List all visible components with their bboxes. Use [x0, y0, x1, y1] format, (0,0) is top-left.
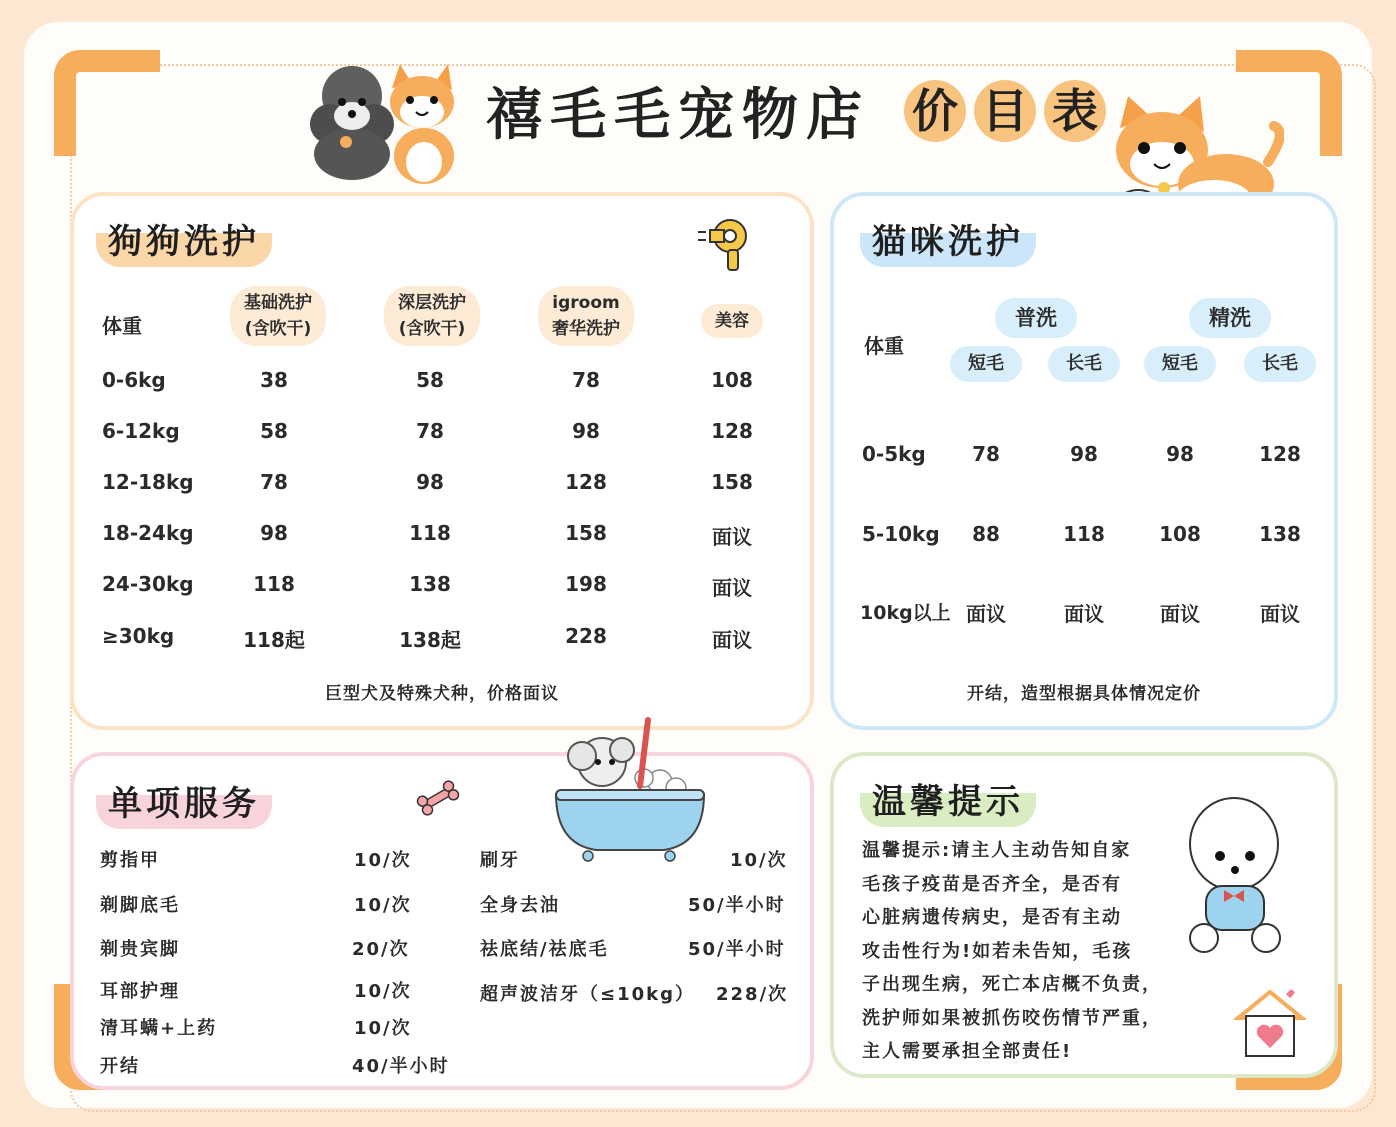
price-cell: 面议	[966, 602, 1006, 626]
price-cell: 138起	[399, 628, 461, 652]
price-cell: 118	[409, 521, 451, 545]
price-cell: 面议	[1160, 602, 1200, 626]
price-cell: 118起	[243, 628, 305, 652]
price-cell: 58	[260, 419, 288, 443]
price-cell: 198	[565, 572, 607, 596]
price-cell: 128	[1259, 442, 1301, 466]
service-price: 50/半小时	[688, 939, 786, 960]
price-cell: 98	[1070, 442, 1098, 466]
cat-note: 开结，造型根据具体情况定价	[967, 684, 1201, 704]
title-tag-char: 价	[904, 80, 966, 142]
price-cell: 118	[253, 572, 295, 596]
service-price: 20/次	[352, 939, 410, 960]
service-name: 剃贵宾脚	[100, 939, 180, 960]
title-tag-char: 表	[1044, 80, 1106, 142]
price-cell: 98	[1166, 442, 1194, 466]
header-line: igroom	[552, 293, 620, 313]
weight-cell: ≥30kg	[102, 624, 175, 648]
service-price: 40/半小时	[352, 1056, 450, 1077]
tip-line: 温馨提示:请主人主动告知自家	[862, 840, 1132, 861]
deep-wash-header	[384, 286, 480, 346]
dog-section-title: 狗狗洗护	[96, 210, 272, 267]
weight-header: 体重	[864, 334, 904, 358]
price-cell: 面议	[712, 576, 752, 600]
service-price: 10/次	[354, 1018, 412, 1039]
service-price: 10/次	[354, 895, 412, 916]
premium-wash-header: 精洗	[1189, 298, 1271, 338]
tips-section-title: 温馨提示	[860, 770, 1036, 827]
hair-dryer-icon	[696, 216, 752, 272]
poodle-icon	[310, 66, 394, 180]
weight-cell: 24-30kg	[102, 572, 194, 596]
bathtub-dog-icon	[552, 716, 708, 866]
regular-wash-header: 普洗	[995, 298, 1077, 338]
dog-note: 巨型犬及特殊犬种，价格面议	[325, 684, 559, 704]
service-price: 50/半小时	[688, 895, 786, 916]
price-cell: 面议	[712, 628, 752, 652]
tip-line: 洗护师如果被抓伤咬伤情节严重，	[862, 1007, 1162, 1029]
header-line: 基础洗护	[244, 293, 312, 313]
house-heart-icon	[1234, 984, 1306, 1064]
price-cell: 98	[572, 419, 600, 443]
price-cell: 78	[260, 470, 288, 494]
short-hair-header: 短毛	[1144, 346, 1216, 382]
service-price: 10/次	[354, 850, 412, 871]
price-cell: 108	[711, 368, 753, 392]
header-line: 深层洗护	[398, 293, 466, 313]
dog-and-cat-illustration	[296, 58, 472, 186]
tip-line: 主人需要承担全部责任!	[862, 1041, 1073, 1062]
price-cell: 228	[565, 624, 607, 648]
price-cell: 138	[409, 572, 451, 596]
service-name: 全身去油	[480, 895, 560, 916]
weight-cell: 18-24kg	[102, 521, 194, 545]
price-cell: 98	[416, 470, 444, 494]
price-cell: 128	[711, 419, 753, 443]
long-hair-header: 长毛	[1244, 346, 1316, 382]
long-hair-header: 长毛	[1048, 346, 1120, 382]
price-cell: 面议	[1260, 602, 1300, 626]
price-list-tag	[904, 80, 1106, 142]
weight-cell: 12-18kg	[102, 470, 194, 494]
corner-decoration	[54, 50, 160, 156]
service-name: 超声波洁牙（≤10kg）	[480, 984, 695, 1005]
service-name: 清耳螨+上药	[100, 1018, 218, 1039]
weight-cell: 10kg以上	[860, 602, 951, 624]
service-name: 剪指甲	[100, 850, 160, 871]
header	[486, 76, 1106, 146]
service-name: 耳部护理	[100, 981, 180, 1002]
header-line: (含吹干)	[398, 319, 466, 339]
white-poodle-icon	[1174, 786, 1294, 966]
title-tag-char: 目	[974, 80, 1036, 142]
igroom-header	[538, 286, 634, 346]
short-hair-header: 短毛	[950, 346, 1022, 382]
header-line: 奢华洗护	[552, 319, 620, 339]
price-cell: 98	[260, 521, 288, 545]
price-cell: 118	[1063, 522, 1105, 546]
shop-title: 禧毛毛宠物店	[486, 83, 870, 148]
dog-grooming-card	[70, 192, 814, 730]
price-cell: 面议	[712, 525, 752, 549]
weight-cell: 5-10kg	[862, 522, 940, 546]
tip-line: 心脏病遗传病史，是否有主动	[862, 907, 1122, 928]
service-price: 228/次	[716, 984, 789, 1005]
tips-card	[830, 752, 1338, 1078]
tip-line: 子出现生病，死亡本店概不负责，	[862, 974, 1162, 995]
service-name: 开结	[100, 1056, 140, 1077]
tips-body	[862, 834, 1162, 1069]
price-cell: 面议	[1064, 602, 1104, 626]
weight-cell: 0-5kg	[862, 442, 926, 466]
service-name: 剃脚底毛	[100, 895, 180, 916]
price-cell: 78	[972, 442, 1000, 466]
price-cell: 58	[416, 368, 444, 392]
service-name: 祛底结/祛底毛	[480, 939, 609, 960]
weight-header: 体重	[102, 314, 142, 338]
basic-wash-header	[230, 286, 326, 346]
price-cell: 38	[260, 368, 288, 392]
bone-icon	[414, 780, 462, 816]
price-cell: 108	[1159, 522, 1201, 546]
service-price: 10/次	[730, 850, 788, 871]
price-cell: 128	[565, 470, 607, 494]
weight-cell: 0-6kg	[102, 368, 166, 392]
beauty-header: 美容	[701, 304, 763, 338]
price-cell: 138	[1259, 522, 1301, 546]
price-cell: 158	[565, 521, 607, 545]
cat-icon	[390, 64, 454, 184]
service-price: 10/次	[354, 981, 412, 1002]
tip-line: 攻击性行为!如若未告知，毛孩	[862, 940, 1133, 962]
services-section-title: 单项服务	[96, 772, 272, 829]
weight-cell: 6-12kg	[102, 419, 180, 443]
header-line: (含吹干)	[244, 319, 312, 339]
cat-grooming-card	[830, 192, 1338, 730]
price-cell: 88	[972, 522, 1000, 546]
price-cell: 78	[572, 368, 600, 392]
price-cell: 78	[416, 419, 444, 443]
price-cell: 158	[711, 470, 753, 494]
service-name: 刷牙	[480, 850, 520, 871]
cat-section-title: 猫咪洗护	[860, 210, 1036, 267]
tip-line: 毛孩子疫苗是否齐全，是否有	[862, 873, 1122, 895]
